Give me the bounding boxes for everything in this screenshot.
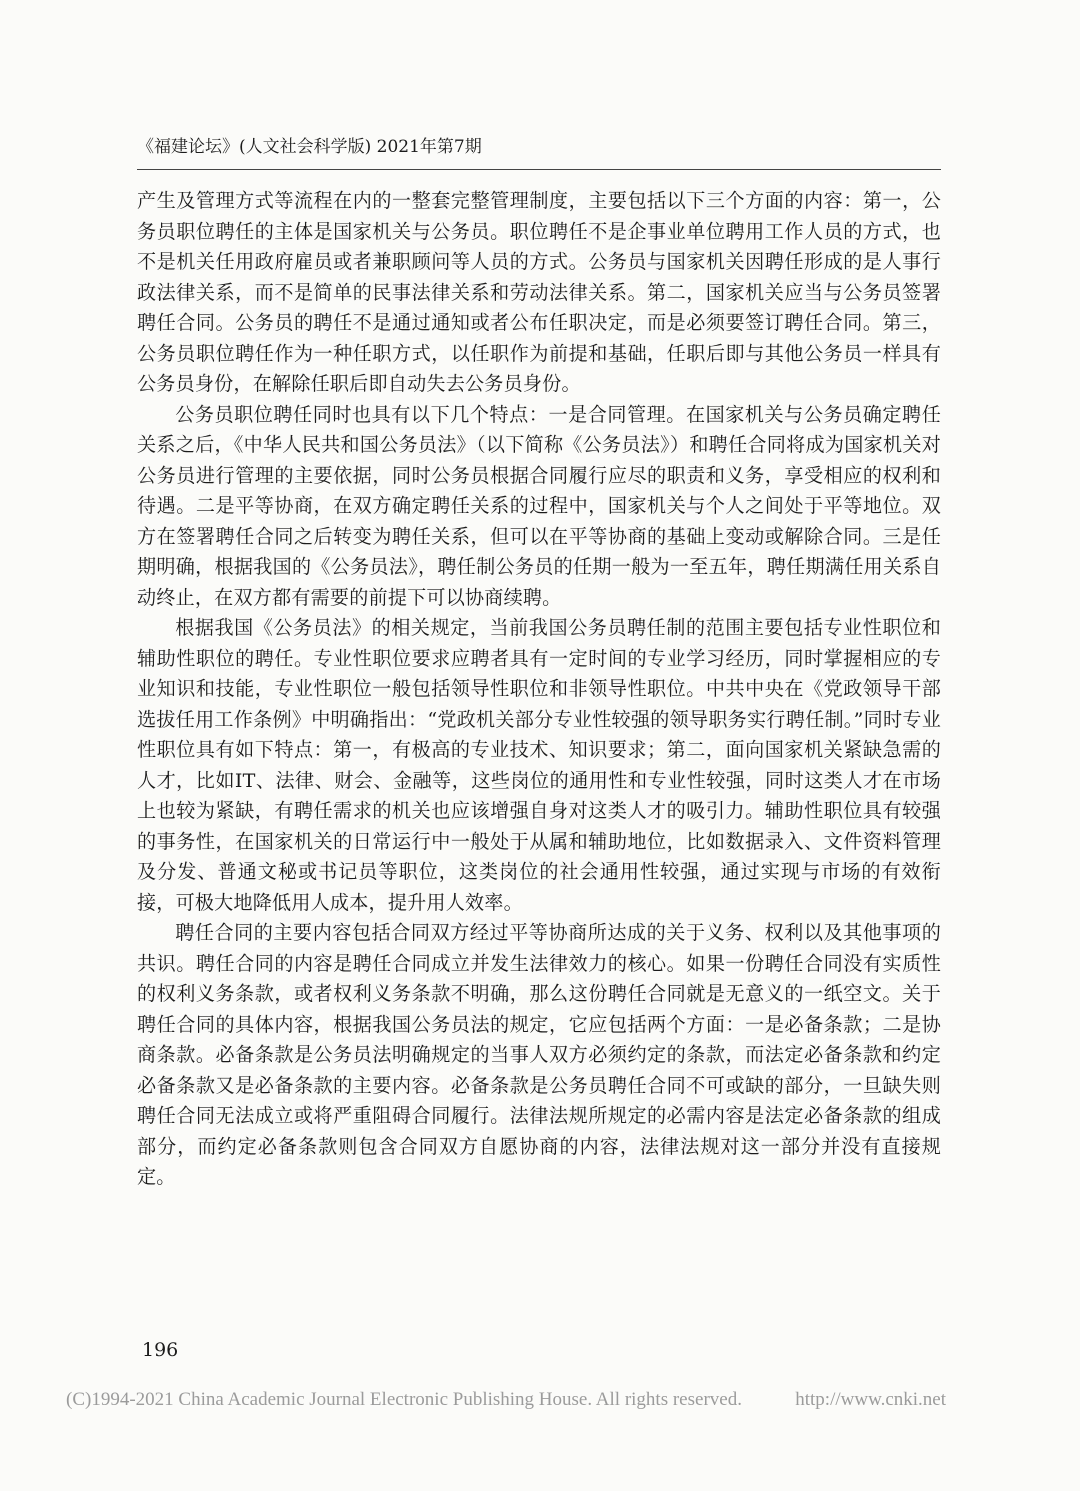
copyright-footer: [66, 1388, 946, 1412]
running-head: 《福建论坛》(人文社会科学版) 2021年第7期: [137, 137, 482, 157]
paragraph-1: 产生及管理方式等流程在内的一整套完整管理制度，主要包括以下三个方面的内容：第一，公务员职位聘任的主体是国家机关与公务员。职位聘任不是企事业单位聘用工作人员的方式，也不是机关任用政府雇员或者兼职顾问等人员的方式。公务员与国家机关因聘任形成的是人事行政法律关系，而不是简单的民事法律关系和劳动法律关系。第二，国家机关应当与公务员签署聘任合同。公务员的聘任不是通过通知或者公布任职决定，而是必须要签订聘任合同。第三，公务员职位聘任作为一种任职方式，以任职作为前提和基础，任职后即与其他公务员一样具有公务员身份，在解除任职后即自动失去公务员身份。: [137, 189, 941, 395]
publisher-url[interactable]: http://www.cnki.net: [795, 1389, 946, 1410]
copyright-notice: (C)1994-2021 China Academic Journal Electronic Publishing House. All rights reserved.: [66, 1389, 742, 1410]
paragraph-3: 根据我国《公务员法》的相关规定，当前我国公务员聘任制的范围主要包括专业性职位和辅助性职位的聘任。专业性职位要求应聘者具有一定时间的专业学习经历，同时掌握相应的专业知识和技能，专业性职位一般包括领导性职位和非领导性职位。中共中央在《党政领导干部选拔任用工作条例》中明确指出：“党政机关部分专业性较强的领导职务实行聘任制。”同时专业性职位具有如下特点：第一，有极高的专业技术、知识要求；第二，面向国家机关紧缺急需的人才，比如IT、法律、财会、金融等，这些岗位的通用性和专业性较强，同时这类人才在市场上也较为紧缺，有聘任需求的机关也应该增强自身对这类人才的吸引力。辅助性职位具有较强的事务性，在国家机关的日常运行中一般处于从属和辅助地位，比如数据录入、文件资料管理及分发、普通文秘或书记员等职位，这类岗位的社会通用性较强，通过实现与市场的有效衔接，可极大地降低用人成本，提升用人效率。: [137, 616, 941, 914]
paragraph-4: 聘任合同的主要内容包括合同双方经过平等协商所达成的关于义务、权利以及其他事项的共识。聘任合同的内容是聘任合同成立并发生法律效力的核心。如果一份聘任合同没有实质性的权利义务条款，或者权利义务条款不明确，那么这份聘任合同就是无意义的一纸空文。关于聘任合同的具体内容，根据我国公务员法的规定，它应包括两个方面：一是必备条款；二是协商条款。必备条款是公务员法明确规定的当事人双方必须约定的条款，而法定必备条款和约定必备条款又是必备条款的主要内容。必备条款是公务员聘任合同不可或缺的部分，一旦缺失则聘任合同无法成立或将严重阻碍合同履行。法律法规所规定的必需内容是法定必备条款的组成部分，而约定必备条款则包含合同双方自愿协商的内容，法律法规对这一部分并没有直接规定。: [137, 921, 941, 1188]
header-rule: [137, 169, 941, 170]
paragraph-2: 公务员职位聘任同时也具有以下几个特点：一是合同管理。在国家机关与公务员确定聘任关系之后，《中华人民共和国公务员法》（以下简称《公务员法》）和聘任合同将成为国家机关对公务员进行管理的主要依据，同时公务员根据合同履行应尽的职责和义务，享受相应的权利和待遇。二是平等协商，在双方确定聘任关系的过程中，国家机关与个人之间处于平等地位。双方在签署聘任合同之后转变为聘任关系，但可以在平等协商的基础上变动或解除合同。三是任期明确，根据我国的《公务员法》，聘任制公务员的任期一般为一至五年，聘任期满任用关系自动终止，在双方都有需要的前提下可以协商续聘。: [137, 402, 941, 609]
page-number: 196: [142, 1339, 179, 1361]
article-body: [137, 186, 941, 1193]
